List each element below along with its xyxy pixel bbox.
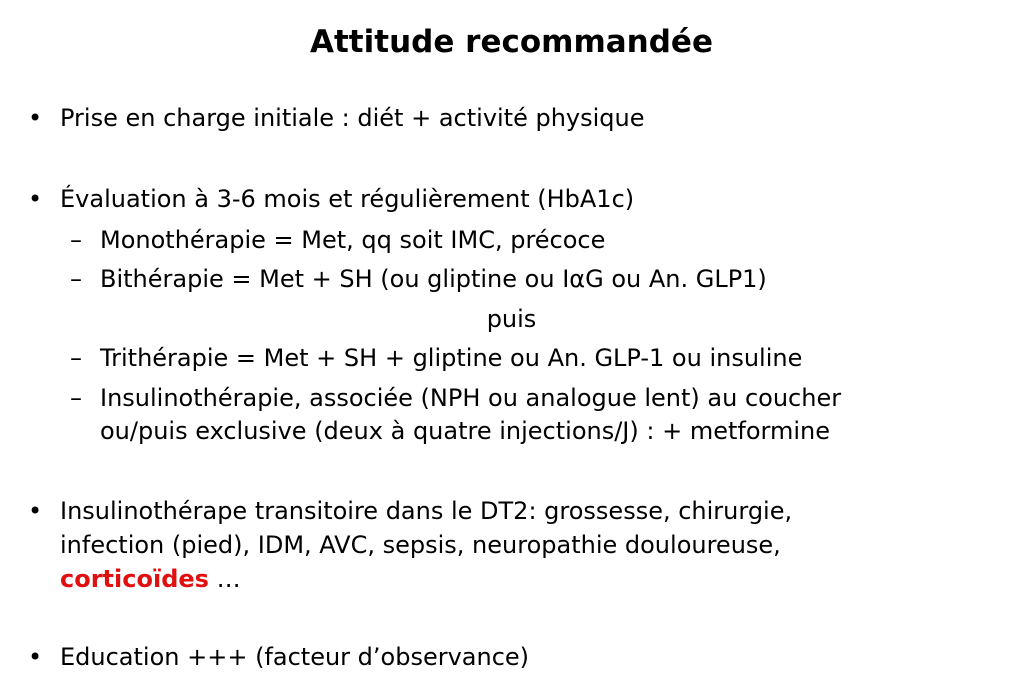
trailing-ellipsis: … (208, 565, 241, 593)
sub-item-insulin-line1: Insulinothérapie, associée (NPH ou analogue lent) au coucher (100, 384, 842, 412)
sub-item-monotherapy: Monothérapie = Met, qq soit IMC, précoce (100, 226, 606, 254)
bullet-item-evaluation: Évaluation à 3-6 mois et régulièrement (HbA1c) (60, 185, 635, 213)
bullet-item-initial-care: Prise en charge initiale : diét + activité physique (60, 104, 645, 132)
dash-marker: – (70, 344, 82, 372)
bullet-item-transient-insulin-line2: infection (pied), IDM, AVC, sepsis, neuropathie douloureuse, (60, 531, 781, 559)
bullet-item-transient-insulin-line3 (60, 563, 241, 596)
bullet-item-education: Education +++ (facteur d’observance) (60, 643, 530, 671)
dash-marker: – (70, 226, 82, 254)
bullet-marker: • (28, 185, 43, 213)
bullet-marker: • (28, 104, 43, 132)
dash-marker: – (70, 384, 82, 412)
slide-title: Attitude recommandée (310, 24, 713, 60)
transition-word: puis (486, 305, 537, 333)
sub-item-insulin-line2: ou/puis exclusive (deux à quatre injections/J) : + metformine (100, 417, 830, 445)
highlight-corticoids: corticoïdes (60, 565, 209, 593)
bullet-marker: • (28, 497, 43, 525)
sub-item-bitherapy: Bithérapie = Met + SH (ou gliptine ou IαG ou An. GLP1) (100, 265, 767, 293)
bullet-item-transient-insulin-line1: Insulinothérape transitoire dans le DT2: grossesse, chirurgie, (60, 497, 793, 525)
dash-marker: – (70, 265, 82, 293)
sub-item-tritherapy: Trithérapie = Met + SH + gliptine ou An. GLP-1 ou insuline (100, 344, 803, 372)
bullet-marker: • (28, 643, 43, 671)
